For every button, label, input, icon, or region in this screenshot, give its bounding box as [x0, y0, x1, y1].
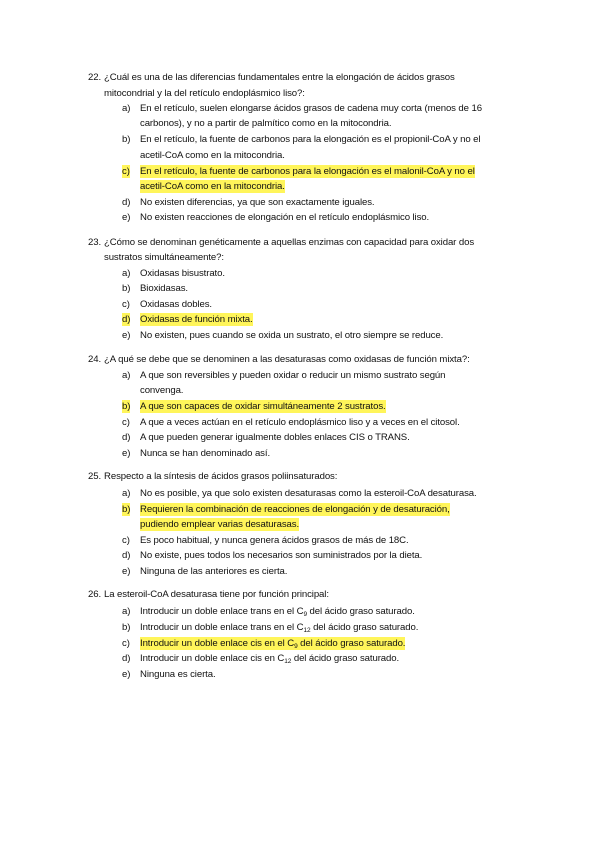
option-letter: c)	[122, 417, 130, 428]
option-letter: e)	[122, 566, 131, 577]
option-letter: e)	[122, 448, 131, 459]
option-text: No existen diferencias, ya que son exactamente iguales.	[140, 197, 375, 208]
option-letter: a)	[122, 268, 131, 279]
option-text: No existen reacciones de elongación en el retículo endoplásmico liso.	[140, 212, 430, 223]
question-stem: sustratos simultáneamente?:	[104, 252, 224, 263]
option-text: carbonos), y no a partir de palmítico como en la mitocondria.	[140, 118, 392, 129]
option-letter: e)	[122, 212, 131, 223]
question-number: 26.	[88, 589, 102, 600]
option-letter: c)	[122, 638, 130, 649]
option-letter: a)	[122, 488, 131, 499]
option-letter: e)	[122, 330, 131, 341]
option-text: convenga.	[140, 385, 184, 396]
option-text: Bioxidasas.	[140, 283, 188, 294]
option-text: Introducir un doble enlace trans en el $C_{12}$ del ácido graso saturado.	[140, 622, 419, 634]
option-letter: c)	[122, 299, 130, 310]
option-text: En el retículo, la fuente de carbonos para la elongación es el propionil-CoA y no el	[140, 134, 481, 145]
option-text: Ninguna es cierta.	[140, 669, 216, 680]
question-number: 23.	[88, 237, 102, 248]
question-stem: La esteroil-CoA desaturasa tiene por función principal:	[104, 589, 329, 600]
option-text: Ninguna de las anteriores es cierta.	[140, 566, 288, 577]
question-stem: ¿A qué se debe que se denominen a las desaturasas como oxidasas de función mixta?:	[104, 354, 470, 365]
option-letter: d)	[122, 653, 131, 664]
option-text-highlighted: pudiendo emplear varias desaturasas.	[140, 519, 300, 530]
question-stem: ¿Cuál es una de las diferencias fundamentales entre la elongación de ácidos grasos	[104, 72, 455, 83]
option-letter-correct: b)	[122, 401, 131, 412]
option-letter: c)	[122, 535, 130, 546]
option-letter: a)	[122, 606, 131, 617]
option-text: Introducir un doble enlace trans en el $C_9$ del ácido graso saturado.	[140, 606, 415, 618]
option-letter: b)	[122, 134, 131, 145]
option-letter: a)	[122, 103, 131, 114]
option-text: Oxidasas dobles.	[140, 299, 212, 310]
option-text: No existen, pues cuando se oxida un sustrato, el otro siempre se reduce.	[140, 330, 444, 341]
question-stem: Respecto a la síntesis de ácidos grasos poliinsaturados:	[104, 471, 338, 482]
subscript: 12	[284, 658, 292, 665]
option-letter: e)	[122, 669, 131, 680]
option-text: Es poco habitual, y nunca genera ácidos grasos de más de 18C.	[140, 535, 409, 546]
question-stem: ¿Cómo se denominan genéticamente a aquellas enzimas con capacidad para oxidar dos	[104, 237, 475, 248]
option-text: No es posible, ya que solo existen desaturasas como la esteroil-CoA desaturasa.	[140, 488, 477, 499]
option-text-highlighted: A que son capaces de oxidar simultáneamente 2 sustratos.	[140, 401, 386, 412]
option-text: A que pueden generar igualmente dobles enlaces CIS o TRANS.	[140, 432, 410, 443]
question-number: 24.	[88, 354, 102, 365]
option-text: A que a veces actúan en el retículo endoplásmico liso y a veces en el citosol.	[140, 417, 460, 428]
subscript: 9	[303, 611, 307, 618]
option-letter-correct: b)	[122, 504, 131, 515]
option-text: En el retículo, suelen elongarse ácidos grasos de cadena muy corta (menos de 16	[140, 103, 482, 114]
option-text-highlighted: Oxidasas de función mixta.	[140, 314, 253, 325]
option-letter: d)	[122, 197, 131, 208]
option-letter-correct: c)	[122, 166, 130, 177]
option-letter: d)	[122, 432, 131, 443]
option-letter: b)	[122, 283, 131, 294]
question-stem: mitocondrial y la del retículo endoplásmico liso?:	[104, 88, 305, 99]
subscript: 9	[294, 643, 298, 650]
option-text-highlighted: acetil-CoA como en la mitocondria.	[140, 181, 285, 192]
question-number: 22.	[88, 72, 102, 83]
option-text: A que son reversibles y pueden oxidar o reducir un mismo sustrato según	[140, 370, 446, 381]
option-letter-correct: d)	[122, 314, 131, 325]
option-text: Introducir un doble enlace cis en $C_{12}$ del ácido graso saturado.	[140, 653, 400, 665]
option-text-highlighted: En el retículo, la fuente de carbonos para la elongación es el malonil-CoA y no el	[140, 166, 475, 177]
option-text: Nunca se han denominado así.	[140, 448, 271, 459]
option-text-highlighted: Requieren la combinación de reacciones de elongación y de desaturación,	[140, 504, 450, 515]
question-number: 25.	[88, 471, 102, 482]
option-letter: a)	[122, 370, 131, 381]
option-letter: b)	[122, 622, 131, 633]
option-text: No existe, pues todos los necesarios son suministrados por la dieta.	[140, 550, 423, 561]
option-text-highlighted: Introducir un doble enlace cis en el $C_9$ del ácido graso saturado.	[140, 638, 406, 650]
option-text: acetil-CoA como en la mitocondria.	[140, 150, 285, 161]
option-text: Oxidasas bisustrato.	[140, 268, 225, 279]
subscript: 12	[303, 627, 311, 634]
option-letter: d)	[122, 550, 131, 561]
